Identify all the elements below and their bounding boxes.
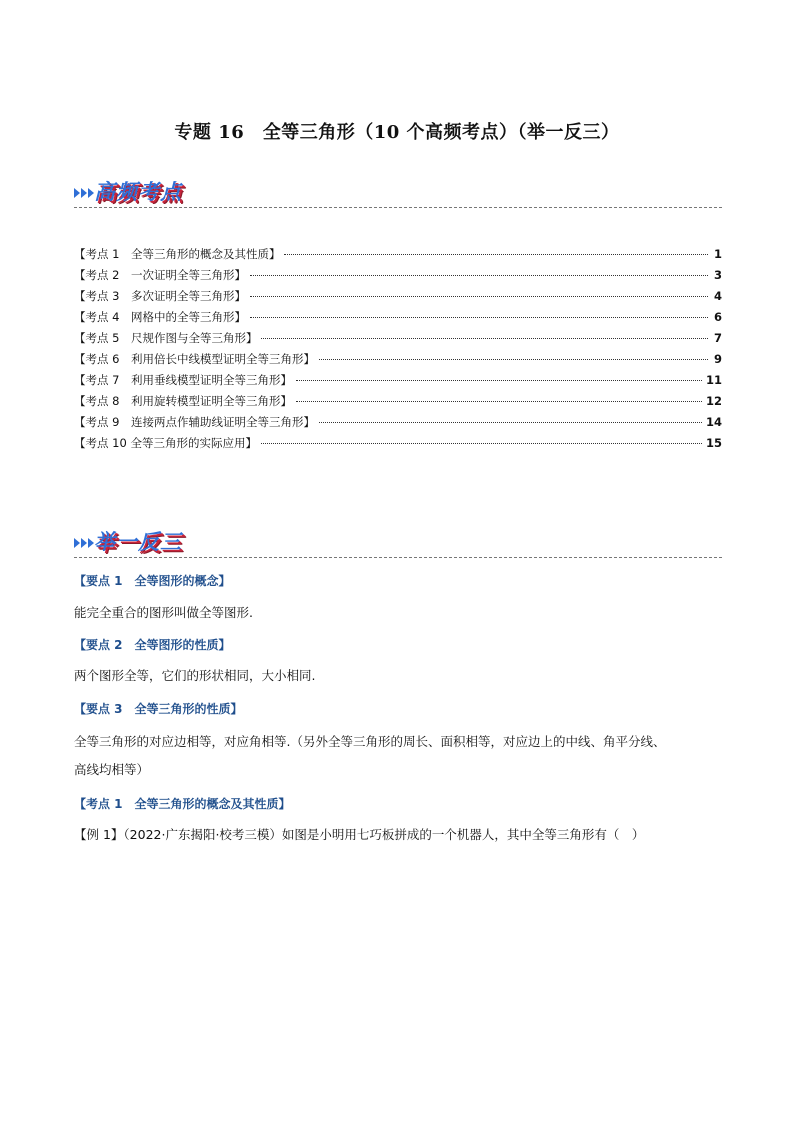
yaodian-3-text-line1: 全等三角形的对应边相等，对应角相等.（另外全等三角形的周长、面积相等，对应边上的中线、角平分线、 bbox=[74, 734, 666, 749]
toc-row[interactable] bbox=[74, 288, 722, 309]
toc-label: 【考点 3 多次证明全等三角形】 bbox=[74, 289, 246, 303]
toc-label: 【考点 4 网格中的全等三角形】 bbox=[74, 310, 246, 324]
toc-page-number: 1 bbox=[713, 247, 722, 261]
toc-page-number: 7 bbox=[713, 331, 722, 345]
toc-leader-dots bbox=[296, 401, 702, 402]
toc-label: 【考点 6 利用倍长中线模型证明全等三角形】 bbox=[74, 352, 315, 366]
yaodian-1-heading: 【要点 1 全等图形的概念】 bbox=[74, 574, 231, 588]
toc-row[interactable] bbox=[74, 267, 722, 288]
toc-page-number: 4 bbox=[713, 289, 722, 303]
toc-row[interactable] bbox=[74, 372, 722, 393]
toc-leader-dots bbox=[250, 296, 708, 297]
banner-divider bbox=[74, 557, 722, 558]
banner-label: 举一反三 bbox=[94, 530, 182, 554]
toc-label: 【考点 8 利用旋转模型证明全等三角形】 bbox=[74, 394, 292, 408]
toc-leader-dots bbox=[319, 359, 708, 360]
toc-leader-dots bbox=[250, 317, 708, 318]
toc-leader-dots bbox=[250, 275, 708, 276]
table-of-contents bbox=[74, 246, 722, 456]
kaodian-1-heading: 【考点 1 全等三角形的概念及其性质】 bbox=[74, 797, 291, 811]
yaodian-2-heading: 【要点 2 全等图形的性质】 bbox=[74, 638, 231, 652]
yaodian-3-text-line2: 高线均相等） bbox=[74, 762, 150, 777]
triple-arrow-icon bbox=[74, 184, 96, 202]
toc-leader-dots bbox=[296, 380, 702, 381]
toc-page-number: 6 bbox=[713, 310, 722, 324]
toc-leader-dots bbox=[284, 254, 708, 255]
toc-row[interactable] bbox=[74, 330, 722, 351]
banner-divider bbox=[74, 207, 722, 208]
toc-leader-dots bbox=[261, 338, 708, 339]
toc-page-number: 9 bbox=[713, 352, 722, 366]
toc-leader-dots bbox=[319, 422, 702, 423]
yaodian-2-text: 两个图形全等，它们的形状相同，大小相同. bbox=[74, 668, 316, 683]
toc-label: 【考点 2 一次证明全等三角形】 bbox=[74, 268, 246, 282]
yaodian-3-heading: 【要点 3 全等三角形的性质】 bbox=[74, 702, 243, 716]
toc-row[interactable] bbox=[74, 414, 722, 435]
toc-row[interactable] bbox=[74, 246, 722, 267]
toc-label: 【考点 10 全等三角形的实际应用】 bbox=[74, 436, 257, 450]
toc-label: 【考点 1 全等三角形的概念及其性质】 bbox=[74, 247, 281, 261]
toc-row[interactable] bbox=[74, 309, 722, 330]
banner-gaopin bbox=[74, 176, 722, 210]
triple-arrow-icon bbox=[74, 534, 96, 552]
banner-label: 高频考点 bbox=[94, 180, 182, 204]
yaodian-1-text: 能完全重合的图形叫做全等图形. bbox=[74, 605, 253, 620]
toc-page-number: 3 bbox=[713, 268, 722, 282]
toc-row[interactable] bbox=[74, 435, 722, 456]
example-1-text: 【例 1】（2022·广东揭阳·校考三模）如图是小明用七巧板拼成的一个机器人，其中全等三角形有（ ） bbox=[74, 827, 645, 842]
toc-label: 【考点 5 尺规作图与全等三角形】 bbox=[74, 331, 258, 345]
toc-row[interactable] bbox=[74, 351, 722, 372]
toc-label: 【考点 9 连接两点作辅助线证明全等三角形】 bbox=[74, 415, 315, 429]
toc-page-number: 14 bbox=[705, 415, 722, 429]
toc-page-number: 15 bbox=[705, 436, 722, 450]
toc-page-number: 12 bbox=[705, 394, 722, 408]
page-title: 专题 16 全等三角形（10 个高频考点）（举一反三） bbox=[174, 122, 620, 143]
toc-label: 【考点 7 利用垂线模型证明全等三角形】 bbox=[74, 373, 292, 387]
toc-page-number: 11 bbox=[705, 373, 722, 387]
toc-row[interactable] bbox=[74, 393, 722, 414]
toc-leader-dots bbox=[261, 443, 702, 444]
banner-juyi bbox=[74, 526, 722, 560]
